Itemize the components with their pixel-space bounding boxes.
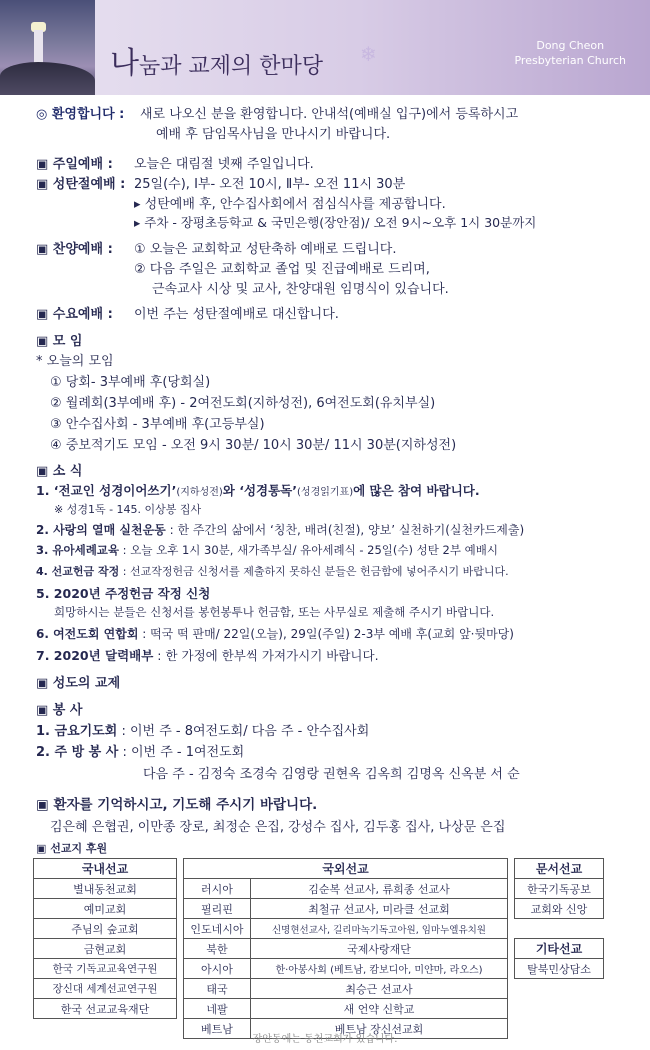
other-header: 기타선교	[515, 939, 604, 959]
missionary-cell: 신명현선교사, 길리마녹기독고아원, 임마누엘유치원	[251, 919, 508, 939]
news-1-d: (성경읽기표)	[297, 487, 354, 498]
news-4-a: 4. 선교헌금 작정	[36, 565, 120, 578]
praise-line1: ① 오늘은 교회학교 성탄축하 예배로 드립니다.	[134, 242, 397, 257]
flower-icon: ❄	[360, 42, 377, 66]
country-cell: 러시아	[184, 879, 251, 899]
overseas-header: 국외선교	[184, 859, 508, 879]
news-5-a: 5. 2020년 주정헌금 작정 신청	[36, 586, 211, 601]
sunday-label: ▣ 주일예배 :	[36, 157, 113, 172]
sunday-text: 오늘은 대림절 넷째 주일입니다.	[134, 157, 314, 172]
domestic-cell: 주님의 숲교회	[34, 919, 177, 939]
news-item-4	[36, 563, 509, 579]
christmas-line1: 25일(수), Ⅰ부- 오전 10시, Ⅱ부- 오전 11시 30분	[134, 177, 406, 192]
mission-heading: ▣ 선교지 후원	[36, 842, 108, 855]
domestic-header: 국내선교	[34, 859, 177, 879]
table-row	[34, 899, 604, 919]
missionary-cell: 김순복 선교사, 류희종 선교사	[251, 879, 508, 899]
domestic-cell: 장신대 세계선교연구원	[34, 979, 177, 999]
welcome-label: ◎ 환영합니다 :	[36, 107, 125, 122]
table-row	[34, 959, 604, 979]
news-7-b: : 한 가정에 한부씩 가져가시기 바랍니다.	[153, 648, 379, 663]
country-cell: 태국	[184, 979, 251, 999]
service-2-a: 2. 주 방 봉 사	[36, 745, 119, 760]
welcome-line1: 새로 나오신 분을 환영합니다. 안내석(예배실 입구)에서 등록하시고	[140, 107, 519, 122]
missionary-cell: 새 언약 신학교	[251, 999, 508, 1019]
news-1-a: 1. ‘전교인 성경이어쓰기’	[36, 483, 177, 498]
footer-text: 장안동에는 동천교회가 있습니다.	[252, 1034, 398, 1045]
service-2-b: : 이번 주 - 1여전도회	[118, 745, 245, 760]
news-1-c: 와 ‘성경통독’	[222, 483, 298, 498]
news-3-a: 3. 유아세례교육	[36, 543, 120, 557]
title-rest: 눔과 교제의 한마당	[138, 54, 323, 79]
domestic-cell: 한국 기독교교육연구원	[34, 959, 177, 979]
table-row	[34, 979, 604, 999]
service-heading: ▣ 봉 사	[36, 703, 83, 718]
meetings-sub: * 오늘의 모임	[36, 354, 114, 369]
service-item-2	[36, 741, 244, 760]
domestic-cell: 금현교회	[34, 939, 177, 959]
missionary-cell: 한·아봉사회 (베트남, 캄보디아, 미얀마, 라오스)	[251, 959, 508, 979]
service-1-a: 1. 금요기도회	[36, 724, 118, 739]
praise-line2: ② 다음 주일은 교회학교 졸업 및 진급예배로 드리며,	[134, 262, 430, 277]
table-row	[34, 859, 604, 879]
news-1-e: 에 많은 참여 바랍니다.	[353, 483, 480, 498]
wednesday-text: 이번 주는 성탄절예배로 대신합니다.	[134, 307, 339, 322]
news-6-b: : 떡국 떡 판매/ 22일(오늘), 29일(주일) 2-3부 예배 후(교회 앞·뒷마당)	[138, 627, 514, 641]
country-cell: 필리핀	[184, 899, 251, 919]
wednesday-label: ▣ 수요예배 :	[36, 307, 113, 322]
church-name-line1: Dong Cheon	[536, 39, 605, 52]
news-1-b: (지하성전)	[176, 487, 223, 498]
fellowship-heading: ▣ 성도의 교제	[36, 676, 121, 691]
country-cell: 인도네시아	[184, 919, 251, 939]
meeting-item: ① 당회- 3부예배 후(당회실)	[50, 375, 211, 390]
meetings-heading: ▣ 모 임	[36, 334, 83, 349]
domestic-cell: 한국 선교교육재단	[34, 999, 177, 1019]
news-4-b: : 선교작정헌금 신청서를 제출하지 못하신 분들은 헌금함에 넣어주시기 바랍니다.	[119, 565, 509, 578]
news-3-b: : 오늘 오후 1시 30분, 새가족부실/ 유아세례식 - 25일(수) 성탄 2부 예배시	[119, 543, 498, 557]
meeting-item: ④ 중보적기도 모임 - 오전 9시 30분/ 10시 30분/ 11시 30분(지하성전)	[50, 438, 457, 453]
mission-table	[33, 858, 604, 1039]
meeting-item: ② 월례회(3부예배 후) - 2여전도회(지하성전), 6여전도회(유치부실)	[50, 396, 436, 411]
service-2-c: 다음 주 - 김정숙 조경숙 김영랑 권현옥 김옥희 김명옥 신옥분 서 순	[143, 767, 520, 782]
patients-heading: ▣ 환자를 기억하시고, 기도해 주시기 바랍니다.	[36, 797, 318, 813]
news-item-3	[36, 542, 498, 558]
literature-cell: 한국기독공보	[515, 879, 604, 899]
news-item-7	[36, 646, 379, 664]
service-1-b: : 이번 주 - 8여전도회/ 다음 주 - 안수집사회	[117, 724, 370, 739]
literature-header: 문서선교	[515, 859, 604, 879]
news-heading: ▣ 소 식	[36, 464, 83, 479]
news-6-a: 6. 여전도회 연합회	[36, 627, 139, 641]
news-item-2	[36, 521, 524, 538]
news-5-b: 희망하시는 분들은 신청서를 봉헌봉투나 헌금함, 또는 사무실로 제출해 주시기 바랍니다.	[54, 605, 495, 619]
christmas-line2: ▸ 성탄예배 후, 안수집사회에서 점심식사를 제공합니다.	[134, 197, 446, 212]
christmas-line3: ▸ 주차 - 장평초등학교 & 국민은행(장안점)/ 오전 9시~오후 1시 30분까지	[134, 215, 537, 230]
news-item-1	[36, 481, 480, 499]
missionary-cell: 최철규 선교사, 미라클 선교회	[251, 899, 508, 919]
table-row	[34, 879, 604, 899]
domestic-cell: 별내동천교회	[34, 879, 177, 899]
welcome-line2: 예배 후 담임목사님을 만나시기 바랍니다.	[156, 127, 391, 142]
title-first-char: 나	[110, 46, 139, 81]
other-cell: 탈북민상담소	[515, 959, 604, 979]
news-2-a: 2. 사랑의 열매 실천운동	[36, 523, 166, 537]
christmas-label: ▣ 성탄절예배 :	[36, 177, 126, 192]
table-row	[34, 999, 604, 1019]
country-cell: 네팔	[184, 999, 251, 1019]
missionary-cell: 최승근 선교사	[251, 979, 508, 999]
news-2-b: : 한 주간의 삶에서 ‘칭찬, 배려(친절), 양보’ 실천하기(실천카드제출)	[165, 523, 525, 537]
table-row	[34, 939, 604, 959]
praise-line3: 근속교사 시상 및 교사, 찬양대원 임명식이 있습니다.	[152, 282, 449, 297]
news-item-6	[36, 625, 514, 642]
church-name-line2: Presbyterian Church	[514, 54, 626, 67]
literature-cell: 교회와 신앙	[515, 899, 604, 919]
missionary-cell: 베트남 장신선교회	[251, 1019, 508, 1039]
domestic-cell: 예미교회	[34, 899, 177, 919]
country-cell: 아시아	[184, 959, 251, 979]
news-7-a: 7. 2020년 달력배부	[36, 648, 154, 663]
service-item-1	[36, 720, 369, 739]
table-row	[34, 919, 604, 939]
country-cell: 베트남	[184, 1019, 251, 1039]
missionary-cell: 국제사랑재단	[251, 939, 508, 959]
meeting-item: ③ 안수집사회 - 3부예배 후(고등부실)	[50, 417, 265, 432]
country-cell: 북한	[184, 939, 251, 959]
patients-names: 김은혜 은협권, 이만종 장로, 최정순 은집, 강성수 집사, 김두홍 집사, 나상문 은집	[50, 820, 506, 835]
news-1-note: ※ 성경1독 - 145. 이상봉 집사	[54, 503, 202, 516]
praise-label: ▣ 찬양예배 :	[36, 242, 113, 257]
